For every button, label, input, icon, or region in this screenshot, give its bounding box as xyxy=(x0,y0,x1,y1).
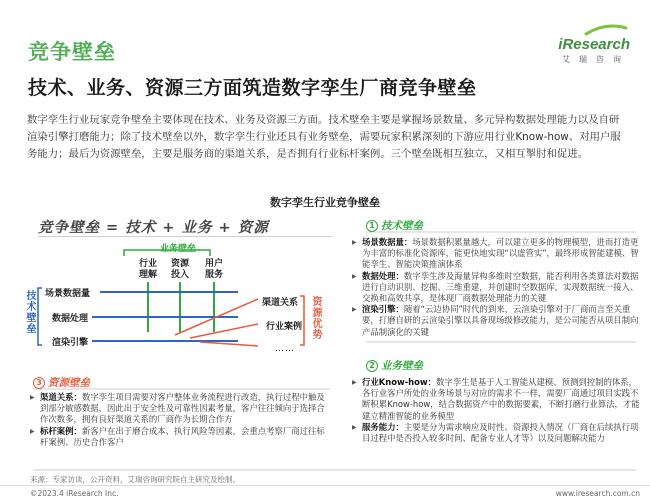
list-item: ▶ 场景数据量：场景数据积累量越大，可以建立更多的物理模型，进而打造更为丰富的标准化资源库，能更快地实现“以虚管实”，最终形成智能建模、智能孪生、智能决策推演体系 xyxy=(352,237,642,271)
slide-title: 技术、业务、资源三方面筑造数字孪生厂商竞争壁垒 xyxy=(28,77,477,99)
website-url: www.iresearch.com.cn xyxy=(555,489,640,498)
resource-line-case xyxy=(190,324,258,338)
res-panel-list xyxy=(30,392,332,448)
footer-divider xyxy=(0,485,650,486)
logo-brand: iResearch xyxy=(558,36,630,53)
tech-barrier-label: 技术壁垒 xyxy=(24,290,35,334)
tech-brace xyxy=(38,288,42,345)
diagram-title: 数字孪生行业竞争壁垒 xyxy=(270,196,380,209)
res-panel-number: 3 xyxy=(33,377,45,389)
tech-panel-heading xyxy=(366,218,423,233)
res-panel-title: 资源壁垒 xyxy=(48,377,90,389)
biz-panel-number: 2 xyxy=(366,360,378,372)
business-barrier-label: 业务壁垒 xyxy=(160,244,197,254)
list-item: ▶ 行业Know-how：数字孪生是基于人工智能从建模、预测到控制的体系，各行业客户所处的业务场景与对应的需求不一样，需要厂商通过项目实践不断积累Know-how，结合数据资产中的数据要素，不断打磨行业算法，才能建立精准智能的业务模型 xyxy=(352,377,642,422)
resource-line-more xyxy=(200,342,258,346)
list-item: ▶ 服务能力：主要是分为需求响应及时性、资源投入情况（厂商在后续执行项目过程中是否投入较多时间、配备专业人才等）以及问题解决能力 xyxy=(352,422,642,444)
list-item: ▶ 渠道关系：数字孪生项目需要对客户整体业务流程进行改造，执行过程中触及到部分敏感数据，因此出于安全性及可靠性因素考量，客户往往倾向于选择合作次数多，拥有良好渠道关系的厂商作为长期合作方 xyxy=(30,392,332,426)
list-item: ▶ 数据处理：数字孪生涉及海量异构多维时空数据，能否利用各类算法对数据进行自动识别、挖掘、三维重建，并创建时空数据库，实现数据统一接入、交换和高效共享，是体现厂商数据处理能力的关键 xyxy=(352,271,642,305)
row-render-engine: 渲染引擎 xyxy=(52,338,89,348)
row-data-processing: 数据处理 xyxy=(52,314,89,324)
resource-advantage-label: 资源优势 xyxy=(310,296,321,340)
biz-panel-title: 业务壁垒 xyxy=(381,360,423,372)
list-item: ▶ 标杆案例：新客户在出于磨合成本、执行风险等因素，会重点考察厂商过往标杆案例、历史合作客户 xyxy=(30,426,332,448)
copyright: ©2023.4 iResearch Inc. xyxy=(30,489,119,498)
res-panel-heading xyxy=(33,375,90,390)
intro-paragraph: 数字孪生行业玩家竞争壁垒主要体现在技术、业务及资源三方面。技术壁垒主要是掌握场景数量、多元异构数据处理能力以及自研渲染引擎打磨能力；除了技术壁垒以外，数字孪生行业还具有业务壁垒，需要玩家积累深刻的下游应用行业Know-how、对用户服务能力；最后为资源壁垒，主要是服务商的渠道关系，是否拥有行业标杆案例。三个壁垒既相互独立，又相互掣肘和促进。 xyxy=(27,114,621,160)
source-note: 来源：专家访谈，公开资料，艾瑞咨询研究院自主研究及绘制。 xyxy=(30,475,240,484)
section-title: 竞争壁垒 xyxy=(28,40,116,64)
logo-brand-cn: 艾瑞咨询 xyxy=(562,55,630,64)
tech-panel-list xyxy=(352,237,642,338)
column-user-service: 用户服务 xyxy=(204,259,223,280)
column-industry-understanding: 行业理解 xyxy=(138,259,157,280)
biz-panel-list xyxy=(352,377,642,444)
column-resource-input: 资源投入 xyxy=(170,259,189,280)
tech-panel-number: 1 xyxy=(366,220,378,232)
barrier-formula: 竞争壁垒 = 技术 + 业务 + 资源 xyxy=(38,220,269,236)
row-scene-data: 场景数据量 xyxy=(45,289,91,299)
row-industry-case: 行业案例 xyxy=(266,322,303,332)
list-item: ▶ 渲染引擎：随着“云边协同”时代的到来，云渲染引擎对于厂商而言至关重要，打磨自研的云渲染引擎以具备现场级修改能力，是公司能否从项目制向产品制演化的关键 xyxy=(352,304,642,338)
row-more-dots: …… xyxy=(275,344,295,354)
row-channel-relation: 渠道关系 xyxy=(262,298,299,308)
biz-panel-heading xyxy=(366,358,423,373)
tech-panel-title: 技术壁垒 xyxy=(381,220,423,232)
